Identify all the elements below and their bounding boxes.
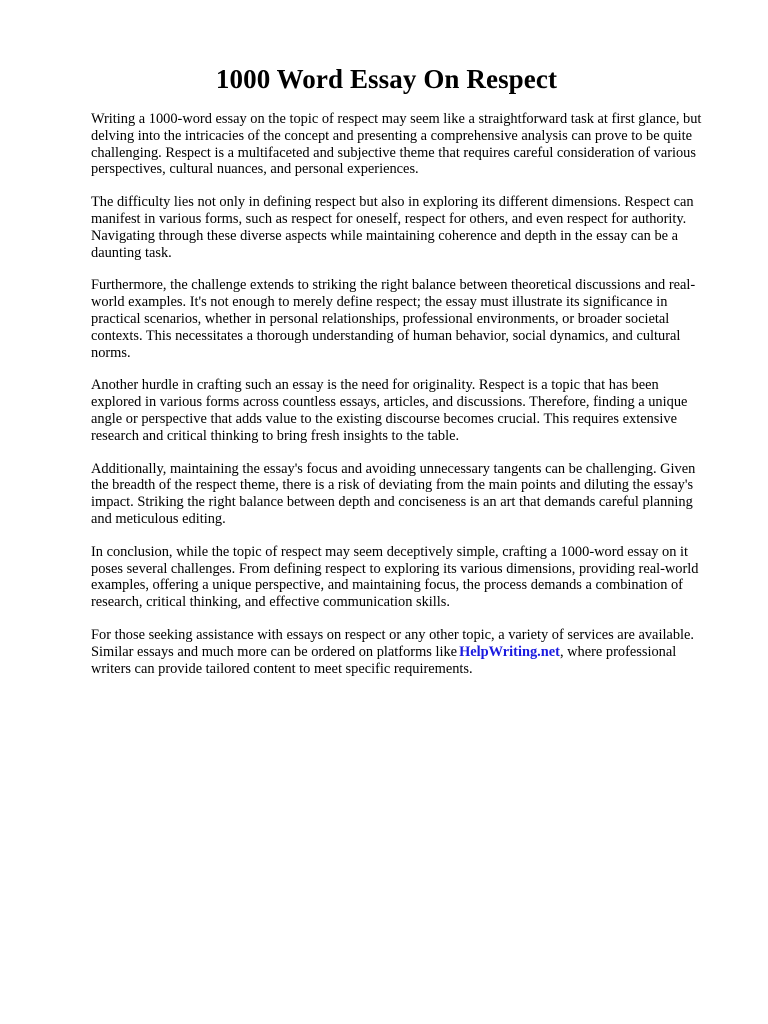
- paragraph-difficulty: The difficulty lies not only in defining respect but also in exploring its different dimensions. Respect can manifest in various forms, such as respect for oneself, respect for others, and even respect for authority. Navigating through these diverse aspects while maintaining coherence and depth in the essay can be a daunting task.: [91, 194, 694, 261]
- paragraph-closing: [91, 627, 712, 677]
- paragraph-intro: Writing a 1000-word essay on the topic of respect may seem like a straightforward task at first glance, but delving into the intricacies of the concept and presenting a comprehensive analysis can prove to be quite challenging. Respect is a multifaceted and subjective theme that requires careful consideration of various perspectives, cultural nuances, and personal experiences.: [91, 111, 702, 178]
- paragraph-focus: Additionally, maintaining the essay's focus and avoiding unnecessary tangents can be challenging. Given the breadth of the respect theme, there is a risk of deviating from the main points and diluting the essay's impact. Striking the right balance between depth and conciseness is an art that demands careful planning and meticulous editing.: [91, 460, 696, 527]
- paragraph-conclusion: In conclusion, while the topic of respect may seem deceptively simple, crafting a 1000-word essay on it poses several challenges. From defining respect to exploring its various dimensions, providing real-world examples, offering a unique perspective, and maintaining focus, the process demands a combination of research, critical thinking, and effective communication skills.: [91, 543, 699, 611]
- closing-text-before-link: For those seeking assistance with essays on respect or any other topic, a variety of services are available. Similar essays and much more can be ordered on platforms like: [91, 626, 695, 660]
- helpwriting-link[interactable]: HelpWriting.net: [459, 643, 560, 660]
- paragraph-balance: Furthermore, the challenge extends to striking the right balance between theoretical discussions and real-world examples. It's not enough to merely define respect; the essay must illustrate its significance in practical scenarios, whether in personal relationships, professional environments, or broader societal contexts. This necessitates a thorough understanding of human behavior, social dynamics, and cultural norms.: [91, 277, 696, 361]
- page-title: 1000 Word Essay On Respect: [215, 64, 558, 94]
- paragraph-originality: Another hurdle in crafting such an essay is the need for originality. Respect is a topic that has been explored in various forms across countless essays, articles, and discussions. Therefore, finding a unique angle or perspective that adds value to the existing discourse becomes crucial. This requires extensive research and critical thinking to bring fresh insights to the table.: [91, 377, 688, 444]
- closing-text-after-link: , where professional writers can provide tailored content to meet specific requirements.: [91, 643, 677, 677]
